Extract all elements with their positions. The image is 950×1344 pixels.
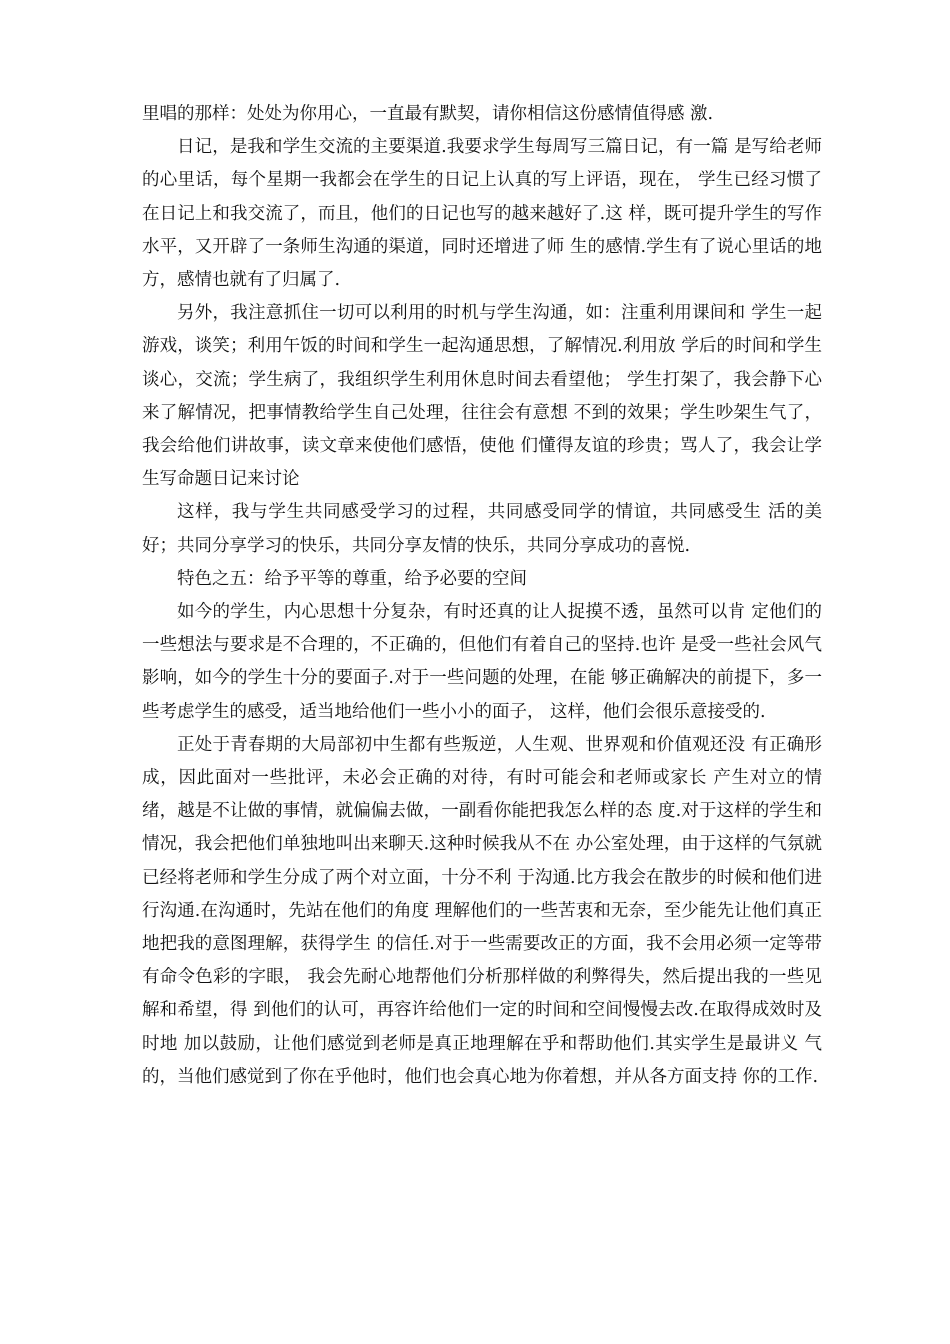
paragraph-shared-feelings: 这样，我与学生共同感受学习的过程，共同感受同学的情谊，共同感受生 活的美好；共同分享学习的快乐，共同分享友情的快乐，共同分享成功的喜悦. xyxy=(142,502,822,556)
document-page xyxy=(142,98,822,1094)
paragraph-communication: 另外，我注意抓住一切可以利用的时机与学生沟通，如：注重利用课间和 学生一起游戏，谈笑；利用午饭的时间和学生一起沟通思想，了解情况.利用放 学后的时间和学生谈心，交流；学生病了，我组织学生利用休息时间去看望他； 学生打架了，我会静下心来了解情况，把事情教给学生自己处理，往往会有意想 不到的效果；学生吵架生气了，我会给他们讲故事，读文章来使他们感悟，使他 们懂得友谊的珍贵；骂人了，我会让学生写命题日记来讨论 xyxy=(142,303,822,490)
paragraph-diary: 日记，是我和学生交流的主要渠道.我要求学生每周写三篇日记，有一篇 是写给老师的心里话，每个星期一我都会在学生的日记上认真的写上评语，现在， 学生已经习惯了在日记上和我交流了，而且，他们的日记也写的越来越好了.这 样，既可提升学生的写作水平，又开辟了一条师生沟通的渠道，同时还增进了师 生的感情.学生有了说心里话的地方，感情也就有了归属了. xyxy=(142,137,822,291)
section-heading-feature-five: 特色之五：给予平等的尊重，给予必要的空间 xyxy=(177,568,527,589)
paragraph-adolescence: 正处于青春期的大局部初中生都有些叛逆，人生观、世界观和价值观还没 有正确形成，因此面对一些批评，未必会正确的对待，有时可能会和老师或家长 产生对立的情绪，越是不让做的事情，就偏偏去做，一副看你能把我怎么样的态 度.对于这样的学生和情况，我会把他们单独地叫出来聊天.这种时候我从不在 办公室处理，由于这样的气氛就已经将老师和学生分成了两个对立面，十分不利 于沟通.比方我会在散步的时候和他们进行沟通.在沟通时，先站在他们的角度 理解他们的一些苦衷和无奈，至少能先让他们真正地把我的意图理解，获得学生 的信任.对于一些需要改正的方面，我不会用必须一定等带有命令色彩的字眼， 我会先耐心地帮他们分析那样做的利弊得失，然后提出我的一些见解和希望，得 到他们的认可，再容许给他们一定的时间和空间慢慢去改.在取得成效时及时地 加以鼓励，让他们感觉到老师是真正地理解在乎和帮助他们.其实学生是最讲义 气的，当他们感觉到了你在乎他时，他们也会真心地为你着想，并从各方面支持 你的工作. xyxy=(142,734,822,1087)
paragraph-continuation: 里唱的那样：处处为你用心，一直最有默契，请你相信这份感情值得感 激. xyxy=(142,104,714,124)
paragraph-students-today: 如今的学生，内心思想十分复杂，有时还真的让人捉摸不透，虽然可以肯 定他们的一些想法与要求是不合理的，不正确的，但他们有着自己的坚持.也许 是受一些社会风气影响，如今的学生十分的要面子.对于一些问题的处理，在能 够正确解决的前提下，多一些考虑学生的感受，适当地给他们一些小小的面子， 这样，他们会很乐意接受的. xyxy=(142,602,822,722)
